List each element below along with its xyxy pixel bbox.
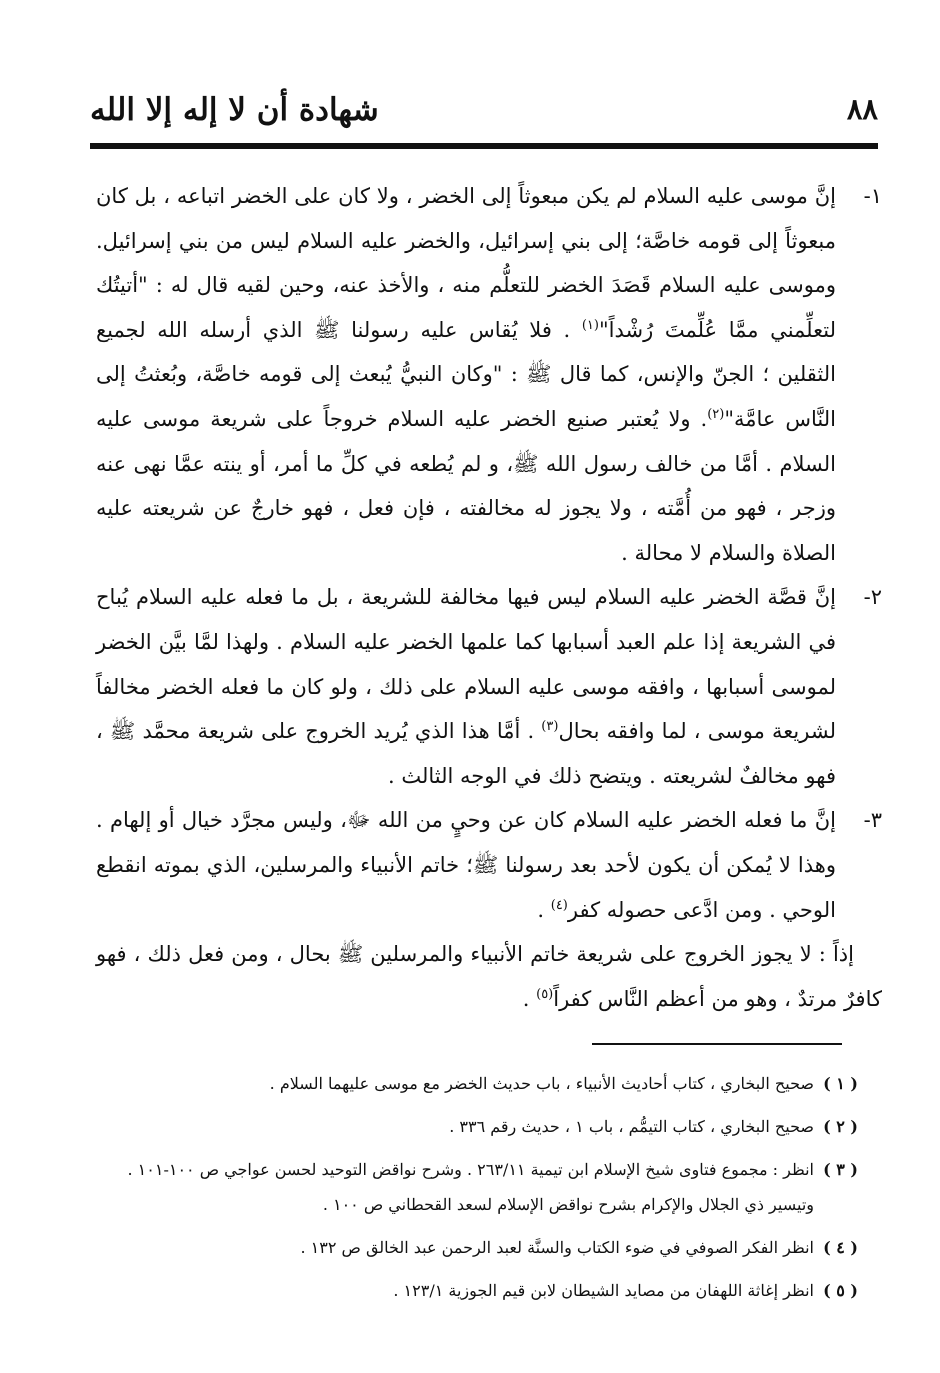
footnote-5 (110, 1273, 858, 1308)
point-number: ٢- (863, 585, 882, 610)
page-number: ٨٨ (846, 92, 878, 126)
footnote-text: صحيح البخاري ، كتاب التيمُّم ، باب ١ ، حديث رقم ٣٣٦ . (449, 1117, 814, 1136)
running-title: شهادة أن لا إله إلا الله (90, 92, 379, 128)
footnotes (110, 1066, 858, 1316)
footnote-text: انظر : مجموع فتاوى شيخ الإسلام ابن تيمية ٢٦٣/١١ . وشرح نواقض التوحيد لحسن عواجي ص ١٠٠-١٠١ . وتيسير ذي الجلال والإكرام بشرح نواقض الإسلام لسعد القحطاني ص ١٠٠ . (127, 1160, 814, 1214)
footnote-ref[interactable]: (٥) (536, 986, 554, 1002)
footnote-ref[interactable]: (٢) (707, 406, 725, 422)
footnote-number: ( ٣ ) (823, 1160, 858, 1179)
point-text: . (537, 897, 551, 922)
footnote-ref[interactable]: (٣) (541, 719, 559, 735)
page-header (90, 92, 878, 136)
footnote-2 (110, 1109, 858, 1144)
footnote-number: ( ١ ) (823, 1074, 858, 1093)
footnote-number: ( ٥ ) (823, 1281, 858, 1300)
header-rule (90, 143, 878, 149)
conclusion-text: إذاً : لا يجوز الخروج على شريعة خاتم الأنبياء والمرسلين ﷺ بحال ، ومن فعل ذلك ، فهو كافرٌ مرتدٌ ، وهو من أعظم النَّاس كفراً (96, 942, 882, 1011)
footnote-ref[interactable]: (٤) (550, 897, 568, 913)
conclusion-paragraph (96, 932, 882, 1021)
point-2 (96, 575, 882, 798)
footnote-1 (110, 1066, 858, 1101)
footnote-4 (110, 1230, 858, 1265)
footnote-text: انظر الفكر الصوفي في ضوء الكتاب والسنَّة لعبد الرحمن عبد الخالق ص ١٣٢ . (300, 1238, 814, 1257)
footnote-number: ( ٢ ) (823, 1117, 858, 1136)
footnote-separator (592, 1043, 842, 1045)
point-1 (96, 174, 882, 575)
point-text: . أمَّا هذا الذي يُريد الخروج على شريعة محمَّد ﷺ ، فهو مخالفٌ لشريعته . ويتضح ذلك في الوجه الثالث . (96, 719, 836, 788)
point-text: إنَّ ما فعله الخضر عليه السلام كان عن وحيٍ من الله ﷻ، وليس مجرَّد خيال أو إلهام . وهذا لا يُمكن أن يكون لأحد بعد رسولنا ﷺ؛ خاتم الأنبياء والمرسلين، الذي بموته انقطع الوحي . ومن ادَّعى حصوله كفر (96, 808, 836, 922)
main-text (96, 174, 882, 1021)
point-3 (96, 798, 882, 932)
point-text: . فلا يُقاس عليه رسولنا ﷺ الذي أرسله الله لجميع الثقلين ؛ الجنّ والإنس، كما قال ﷺ : "وكان النبيُّ يُبعث إلى قومه خاصَّة، وبُعثتُ إلى النَّاس عامَّة" (96, 317, 837, 431)
point-text: إنَّ قصَّة الخضر عليه السلام ليس فيها مخالفة للشريعة ، بل ما فعله عليه السلام يُباح في الشريعة إذا علم العبد أسبابها كما علمها الخضر عليه السلام . ولهذا لمَّا بيَّن الخضر لموسى أسبابها ، وافقه موسى عليه السلام على ذلك ، ولو كان ما فعله الخضر مخالفاً لشريعة موسى ، لما وافقه بحال (96, 585, 836, 744)
point-number: ٣- (863, 808, 882, 833)
footnote-ref[interactable]: (١) (581, 317, 599, 333)
footnote-3 (110, 1152, 858, 1222)
conclusion-text: . (522, 986, 537, 1011)
point-text: . ولا يُعتبر صنيع الخضر عليه السلام خروجاً على شريعة موسى عليه السلام . أمَّا من خالف رسول الله ﷺ، و لم يُطعه في كلِّ ما أمر، أو ينته عمَّا نهى عنه وزجر ، فهو من أُمَّته ، ولا يجوز له مخالفته ، فإن فعل ، فهو خارجٌ عن شريعته عليه الصلاة والسلام لا محالة . (96, 406, 836, 565)
footnote-text: صحيح البخاري ، كتاب أحاديث الأنبياء ، باب حديث الخضر مع موسى عليهما السلام . (269, 1074, 814, 1093)
footnote-text: انظر إغاثة اللهفان من مصايد الشيطان لابن قيم الجوزية ١٢٣/١ . (393, 1281, 814, 1300)
footnote-number: ( ٤ ) (823, 1238, 858, 1257)
point-text: إنَّ موسى عليه السلام لم يكن مبعوثاً إلى الخضر ، ولا كان على الخضر اتباعه ، بل كان مبعوثاً إلى قومه خاصَّة؛ إلى بني إسرائيل، والخضر عليه السلام ليس من بني إسرائيل. وموسى عليه السلام قَصَدَ الخضر للتعلُّم منه ، والأخذ عنه، وحين لقيه قال له : "أتيتُك لتعلِّمني ممَّا عُلِّمتَ رُشْداً" (96, 184, 836, 342)
point-number: ١- (863, 184, 882, 208)
